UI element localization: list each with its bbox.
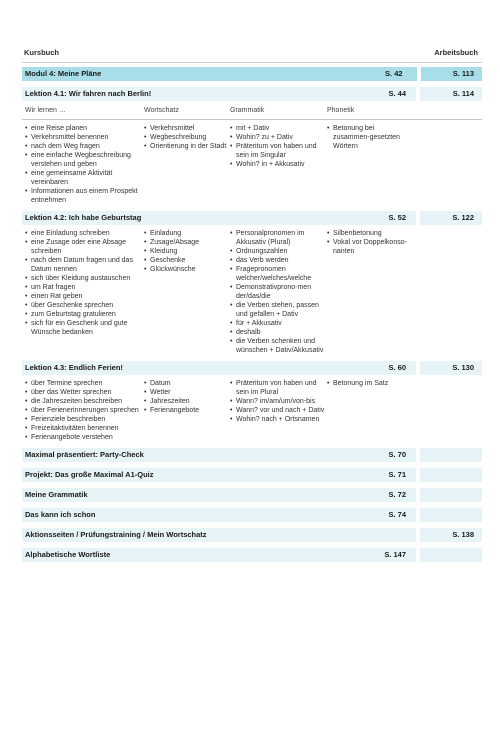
list-item: • eine Reise planen [25, 124, 144, 133]
list-item: • Wohin? nach + Ortsnamen [230, 415, 327, 424]
list-item: • Wohin? zu + Dativ [230, 133, 327, 142]
list-item: • Glückwünsche [144, 265, 230, 274]
extra-bar [22, 488, 482, 502]
extra-section [22, 548, 482, 562]
list-item: • Präteritum von haben und sein im Singular [230, 142, 327, 160]
list-item: • für + Akkusativ [230, 319, 327, 328]
lektion-bar-page: S. 60 [388, 363, 406, 372]
extra-bar-title: Maximal präsentiert: Party-Check [25, 450, 144, 459]
list-item: • Betonung im Satz [327, 379, 407, 388]
lektion-bar [22, 211, 482, 225]
column-header: Wir lernen … [25, 107, 66, 114]
phonetik-column [327, 379, 407, 442]
column-header: Wortschatz [144, 107, 179, 114]
extra-bar [22, 448, 482, 462]
column-header: Grammatik [230, 107, 265, 114]
lektion-content [22, 375, 482, 442]
list-item: • deshalb [230, 328, 327, 337]
list-item: • Ferienziele beschreiben [25, 415, 144, 424]
list-item: • Fragepronomen welcher/welches/welche [230, 265, 327, 283]
list-item: • um Rat fragen [25, 283, 144, 292]
list-item: • das Verb werden [230, 256, 327, 265]
list-item: • Jahreszeiten [144, 397, 230, 406]
list-item: • Geschenke [144, 256, 230, 265]
header-divider [22, 62, 482, 63]
list-item: • über Termine sprechen [25, 379, 144, 388]
list-item: • über Geschenke sprechen [25, 301, 144, 310]
extra-bar [22, 548, 482, 562]
list-item: • über Ferienerinnerungen sprechen [25, 406, 144, 415]
extra-section [22, 488, 482, 502]
list-item: • mit + Dativ [230, 124, 327, 133]
list-item: • die Verben schenken und wünschen + Dativ/Akkusativ [230, 337, 327, 355]
wir-lernen-column [22, 229, 144, 355]
list-item: • Vokal vor Doppelkonso-nanten [327, 238, 407, 256]
list-item: • Zusage/Absage [144, 238, 230, 247]
list-item: • eine Zusage oder eine Absage schreiben [25, 238, 144, 256]
lektion-bar-page: S. 44 [388, 89, 406, 98]
list-item: • Ordnungszahlen [230, 247, 327, 256]
list-item: • Kleidung [144, 247, 230, 256]
list-item: • Ferienangebote verstehen [25, 433, 144, 442]
list-item: • Wann? vor und nach + Dativ [230, 406, 327, 415]
lektion-section [22, 87, 482, 205]
phonetik-column [327, 124, 407, 205]
lektion-section [22, 361, 482, 442]
extra-bar-title: Alphabetische Wortliste [25, 550, 111, 559]
list-item: • Datum [144, 379, 230, 388]
column-header: Phonetik [327, 107, 355, 114]
lektion-bar-title: Lektion 4.2: Ich habe Geburtstag [25, 213, 142, 222]
extra-section [22, 468, 482, 482]
lektion-bar-title: Lektion 4.1: Wir fahren nach Berlin! [25, 89, 152, 98]
list-item: • Betonung bei zusammen-gesetzten Wörtern [327, 124, 407, 151]
list-item: • zum Geburtstag gratulieren [25, 310, 144, 319]
extra-bar-page: S. 147 [384, 550, 406, 559]
extra-section [22, 448, 482, 462]
lektion-content [22, 120, 482, 205]
list-item: • Silbenbetonung [327, 229, 407, 238]
lektion-bar [22, 87, 482, 101]
extra-bar-title: Das kann ich schon [25, 510, 96, 519]
lektion-bar-ab-page: S. 122 [452, 213, 474, 222]
list-item: • Einladung [144, 229, 230, 238]
extra-section [22, 528, 482, 542]
list-item: • Orientierung in der Stadt [144, 142, 230, 151]
extras [22, 448, 482, 562]
lektion-bar [22, 361, 482, 375]
column-headers [22, 107, 482, 120]
arbeitsbuch-heading: Arbeitsbuch [434, 48, 478, 57]
list-item: • eine einfache Wegbeschreibung verstehen und geben [25, 151, 144, 169]
wir-lernen-column [22, 124, 144, 205]
list-item: • nach dem Weg fragen [25, 142, 144, 151]
list-item: • eine Einladung schreiben [25, 229, 144, 238]
list-item: • Verkehrsmittel [144, 124, 230, 133]
grammatik-column [230, 229, 327, 355]
wortschatz-column [144, 229, 230, 355]
lektion-bar-ab-page: S. 130 [452, 363, 474, 372]
lektion-bar-page: S. 52 [388, 213, 406, 222]
extra-bar-title: Meine Grammatik [25, 490, 88, 499]
list-item: • Wann? im/am/um/von-bis [230, 397, 327, 406]
extra-bar [22, 508, 482, 522]
table-of-contents [22, 42, 482, 562]
list-item: • Präteritum von haben und sein im Plural [230, 379, 327, 397]
list-item: • Wohin? in + Akkusativ [230, 160, 327, 169]
grammatik-column [230, 124, 327, 205]
extra-bar [22, 528, 482, 542]
list-item: • Ferienangebote [144, 406, 230, 415]
extra-bar [22, 468, 482, 482]
modul-ab-page: S. 113 [452, 69, 474, 78]
grammatik-column [230, 379, 327, 442]
extra-bar-ab-page: S. 138 [452, 530, 474, 539]
modul-title: Modul 4: Meine Pläne [25, 69, 102, 78]
extra-bar-title: Aktionsseiten / Prüfungstraining / Mein Wortschatz [25, 530, 207, 539]
extra-bar-page: S. 70 [388, 450, 406, 459]
phonetik-column [327, 229, 407, 355]
list-item: • die Jahreszeiten beschreiben [25, 397, 144, 406]
list-item: • einen Rat geben [25, 292, 144, 301]
list-item: • Personalpronomen im Akkusativ (Plural) [230, 229, 327, 247]
extra-bar-title: Projekt: Das große Maximal A1-Quiz [25, 470, 154, 479]
header [22, 42, 482, 62]
list-item: • Verkehrsmittel benennen [25, 133, 144, 142]
list-item: • sich für ein Geschenk und gute Wünsche bedanken [25, 319, 144, 337]
list-item: • die Verben stehen, passen und gefallen + Dativ [230, 301, 327, 319]
lektionen [22, 87, 482, 442]
list-item: • Informationen aus einem Prospekt entnehmen [25, 187, 144, 205]
wir-lernen-column [22, 379, 144, 442]
list-item: • Wegbeschreibung [144, 133, 230, 142]
kursbuch-heading: Kursbuch [24, 48, 60, 57]
wortschatz-column [144, 124, 230, 205]
extra-bar-page: S. 71 [388, 470, 406, 479]
list-item: • Freizeitaktivitäten benennen [25, 424, 144, 433]
extra-bar-page: S. 72 [388, 490, 406, 499]
lektion-content [22, 225, 482, 355]
list-item: • eine gemeinsame Aktivität vereinbaren [25, 169, 144, 187]
lektion-bar-title: Lektion 4.3: Endlich Ferien! [25, 363, 123, 372]
modul-row [22, 67, 482, 81]
wortschatz-column [144, 379, 230, 442]
list-item: • Wetter [144, 388, 230, 397]
list-item: • über das Wetter sprechen [25, 388, 144, 397]
list-item: • nach dem Datum fragen und das Datum nennen [25, 256, 144, 274]
lektion-section [22, 211, 482, 355]
extra-bar-page: S. 74 [388, 510, 406, 519]
modul-page: S. 42 [385, 69, 403, 78]
extra-section [22, 508, 482, 522]
lektion-bar-ab-page: S. 114 [452, 89, 474, 98]
list-item: • sich über Kleidung austauschen [25, 274, 144, 283]
list-item: • Demonstrativprono-men der/das/die [230, 283, 327, 301]
